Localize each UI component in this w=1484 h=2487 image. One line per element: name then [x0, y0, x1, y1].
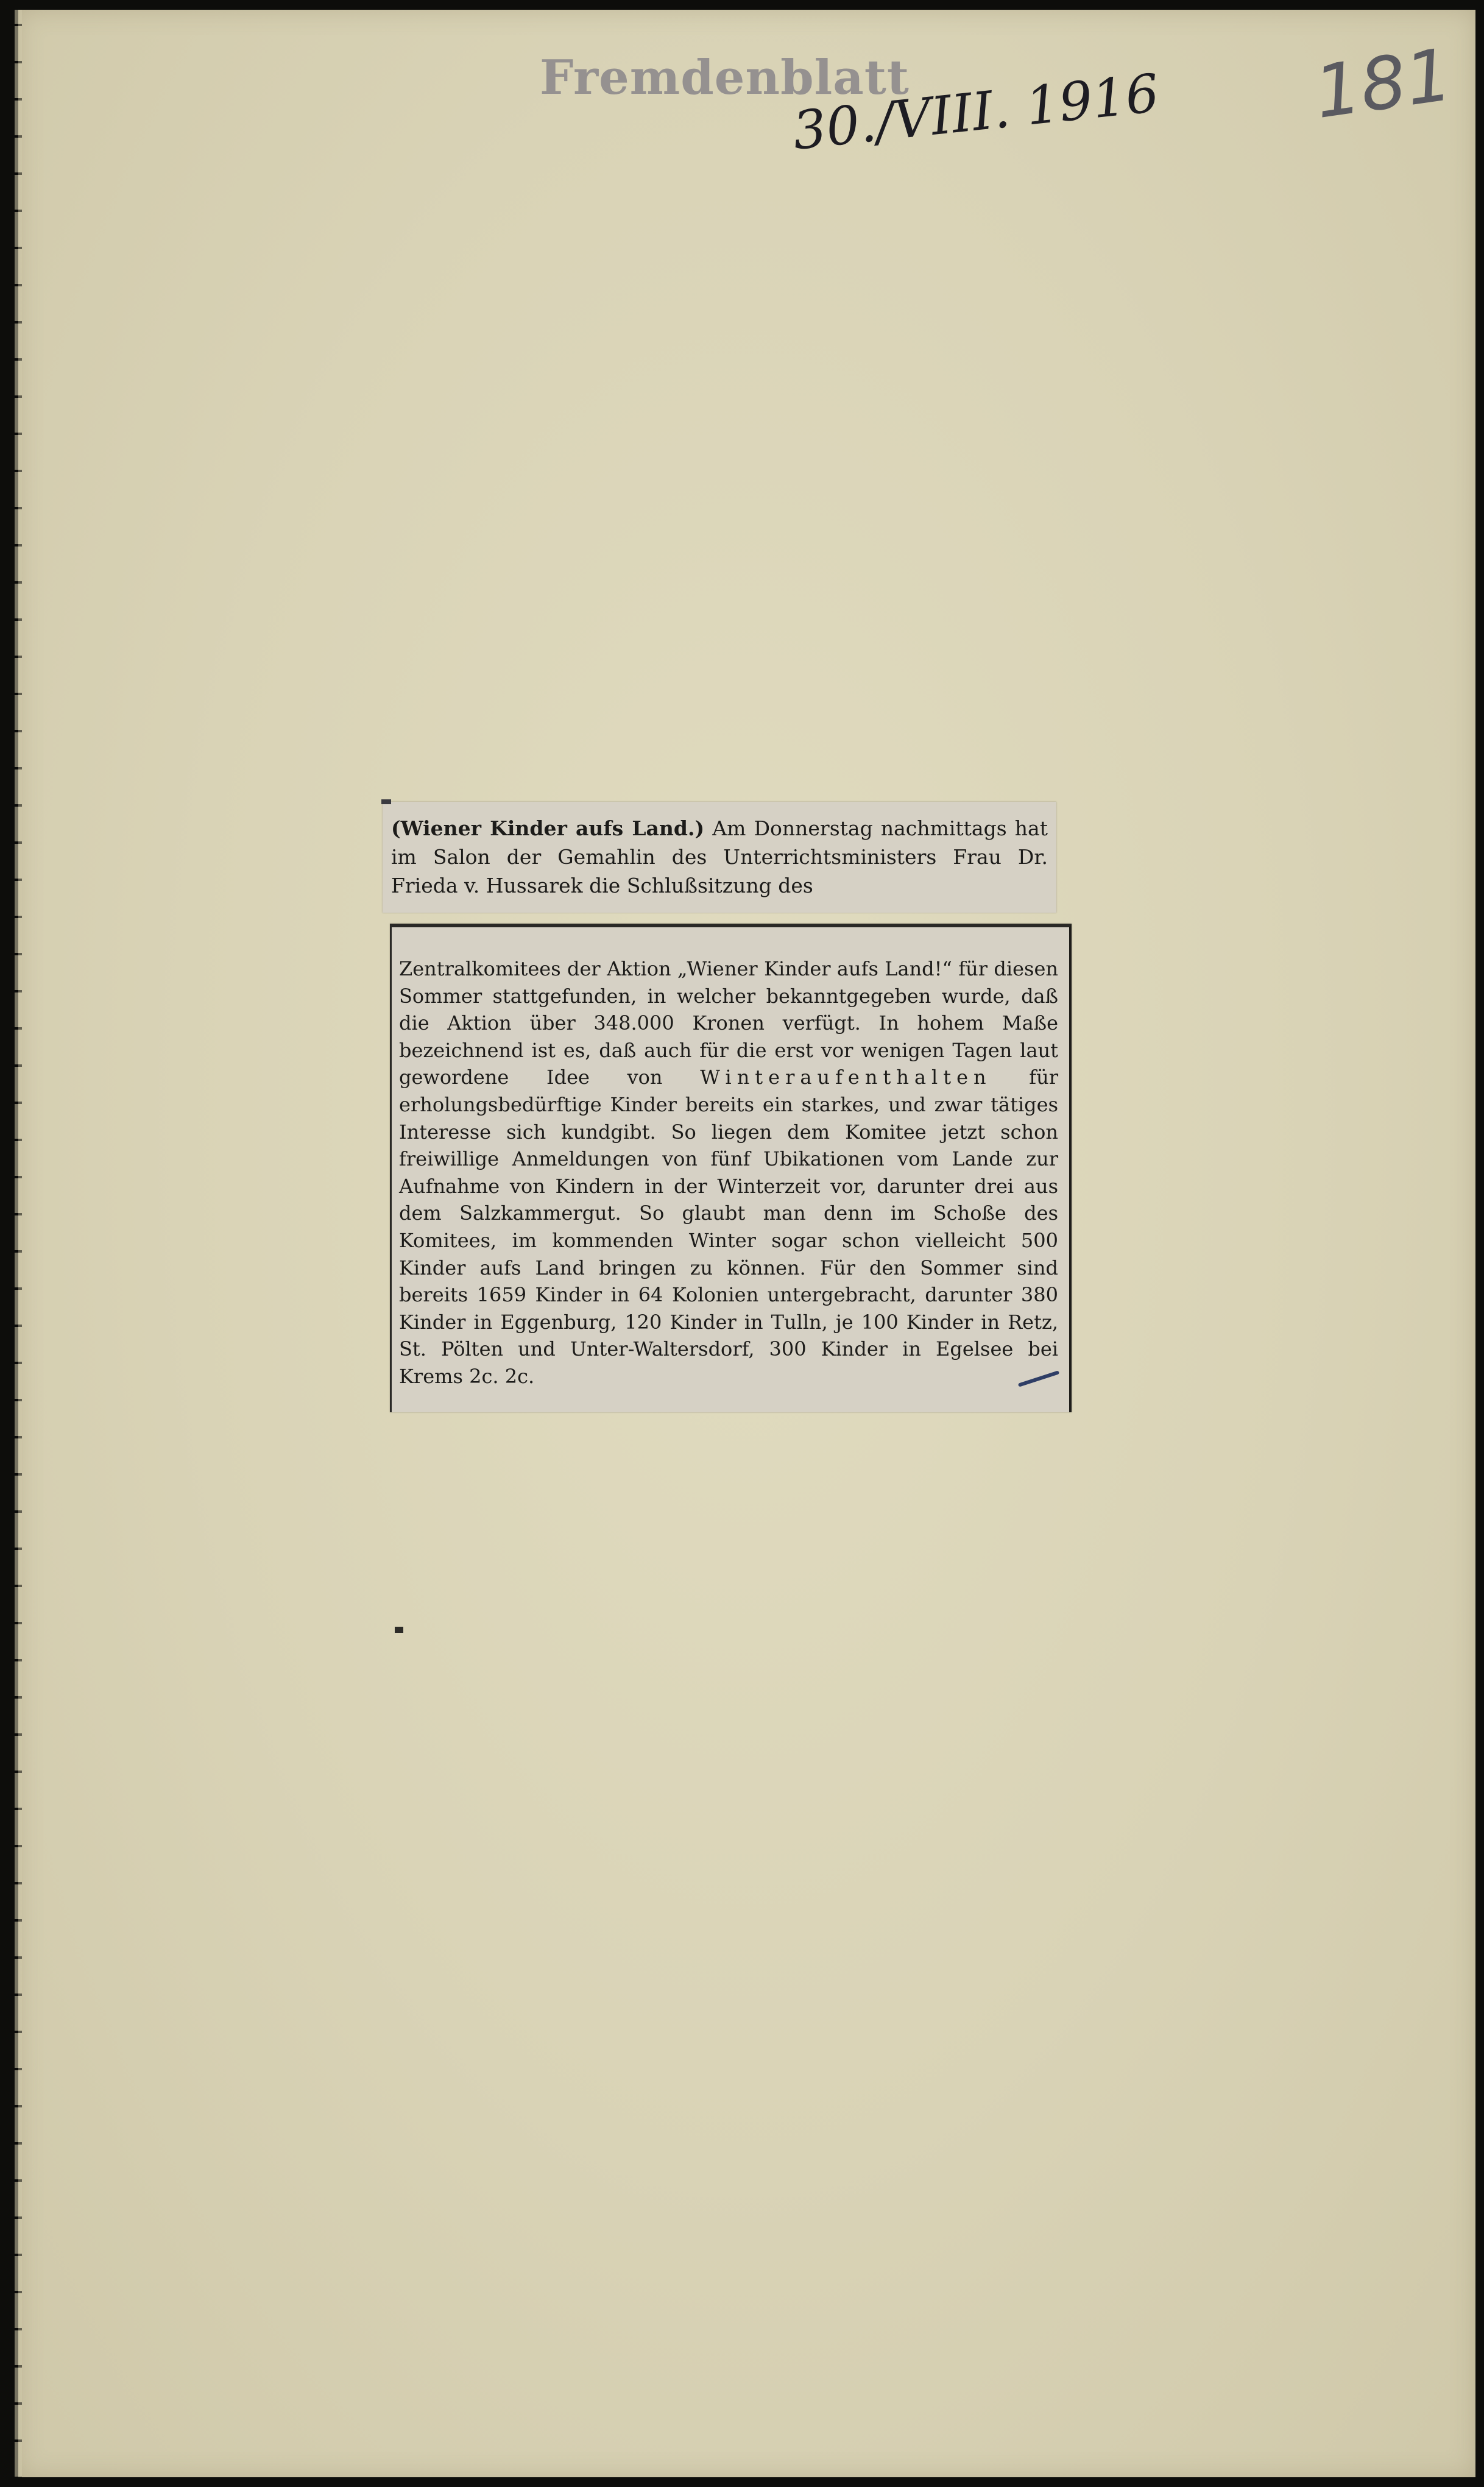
body-paragraph: [399, 955, 1058, 1390]
body-text-part-2: für erholungsbedürftige Kinder bereits ein starkes, und zwar tätiges Interesse sich kundgibt. So liegen dem Komitee jetzt schon freiwillige Anmeldungen von fünf Ubikationen vom Lande zur Aufnahme von Kindern in der Winterzeit vor, darunter drei aus dem Salzkammergut. So glaubt man denn im Schoße des Komitees, im kommenden Winter sogar schon vielleicht 500 Kinder aufs Land bringen zu können. Für den Sommer sind bereits 1659 Kinder in 64 Kolonien untergebracht, darunter 380 Kinder in Eggenburg, 120 Kinder in Tulln, je 100 Kinder in Retz, St. Pölten und Unter-Waltersdorf, 300 Kinder in Egelsee bei Krems 2c. 2c.: [399, 1066, 1059, 1388]
archive-sheet: [18, 10, 1475, 2477]
body-spaced-word: Winteraufenthalten: [700, 1066, 992, 1089]
body-text-part-1: Zentralkomitees der Aktion „Wiener Kinder aufs Land!“ für diesen Sommer stattgefunden, in welcher bekanntgegeben wurde, daß die Aktion über 348.000 Kronen verfügt. In hohem Maße bezeichnend ist es, daß auch für die erst vor wenigen Tagen laut gewordene Idee von: [399, 957, 1058, 1089]
folio-number: 181: [1309, 32, 1457, 135]
handwritten-date: 30./VIII. 1916: [790, 63, 1162, 162]
clipping-body: [390, 924, 1072, 1412]
clipping-intro: [383, 802, 1056, 913]
clip-corner-mark: [381, 799, 391, 804]
publication-stamp: Fremdenblatt: [540, 50, 910, 105]
intro-text: Am Donnerstag nachmittags hat im Salon der Gemahlin des Unterrichtsministers Frau Dr. Frieda v. Hussarek die Schlußsitzung des: [391, 816, 1048, 897]
article-title: (Wiener Kinder aufs Land.): [391, 816, 705, 840]
intro-paragraph: [391, 814, 1048, 900]
paper-mark: [395, 1627, 403, 1633]
